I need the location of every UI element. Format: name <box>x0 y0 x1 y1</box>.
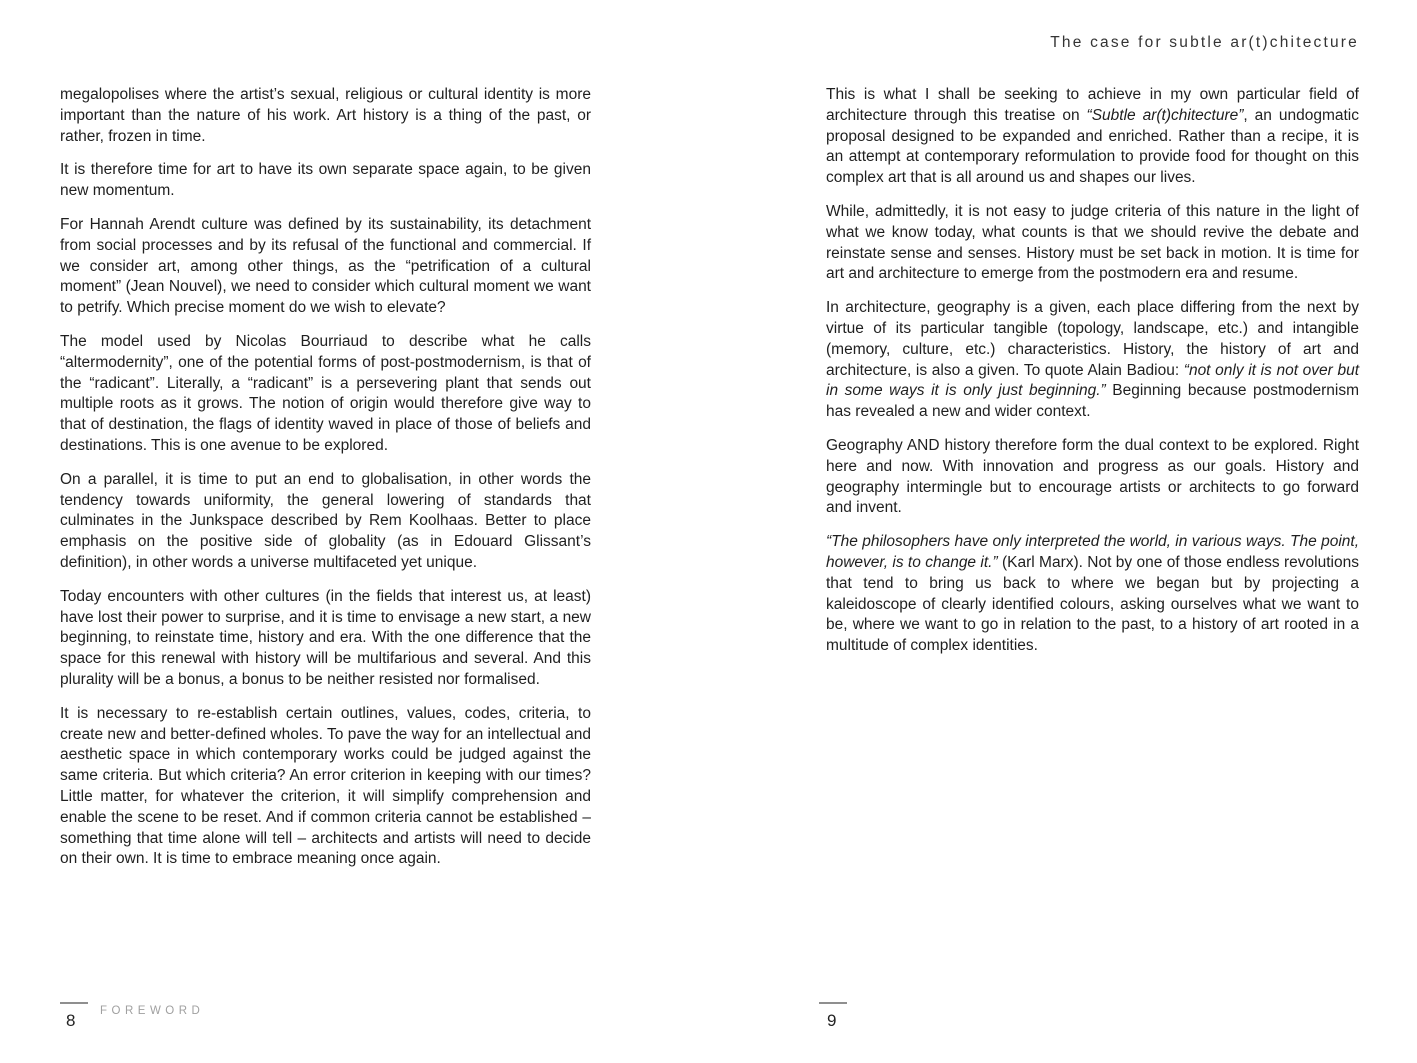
book-paragraph: Geography AND history therefore form the dual context to be explored. Right here and now. With innovation and progress as our goals. History and geography intermingle but to encourage artists or architects to go forward and invent. <box>826 436 1359 517</box>
left-page-text-column <box>60 85 591 883</box>
book-paragraph: It is necessary to re-establish certain outlines, values, codes, criteria, to create new and better-defined wholes. To pave the way for an intellectual and aesthetic space in which contemporary works could be judged against the same criteria. But which criteria? An error criterion in keeping with our times? Little matter, for whatever the criterion, it will simplify comprehension and enable the scene to be reset. And if common criteria cannot be established – something that time alone will tell – architects and artists will need to decide on their own. It is time to embrace meaning once again. <box>60 704 591 868</box>
right-page-number: 9 <box>827 1011 837 1030</box>
book-paragraph: “The philosophers have only interpreted the world, in various ways. The point, however, is to change it.” (Karl Marx). Not by one of those endless revolutions that tend to bring us back to where we began but by projecting a kaleidoscope of clearly identified colours, asking ourselves what we want to be, where we want to go in relation to the past, to a history of art rooted in a multitude of complex identities. <box>826 533 1359 655</box>
running-head-title: The case for subtle ar(t)chitecture <box>1050 34 1359 51</box>
book-paragraph: It is therefore time for art to have its own separate space again, to be given new momentum. <box>60 161 591 200</box>
book-paragraph: In architecture, geography is a given, each place differing from the next by virtue of its particular tangible (topology, landscape, etc.) and intangible (memory, culture, etc.) characteristics. History, the history of art and architecture, is also a given. To quote Alain Badiou: “not only it is not over but in some ways it is only just beginning.” Beginning because postmodernism has revealed a new and wider context. <box>826 299 1359 421</box>
book-paragraph: For Hannah Arendt culture was defined by its sustainability, its detachment from social processes and by its refusal of the functional and commercial. If we consider art, among other things, as the “petrification of a cultural moment” (Jean Nouvel), we need to consider which cultural moment we want to petrify. Which precise moment do we wish to elevate? <box>60 215 591 317</box>
section-label-foreword: FOREWORD <box>100 1005 205 1017</box>
left-page-number: 8 <box>66 1011 76 1030</box>
book-paragraph: This is what I shall be seeking to achieve in my own particular field of architecture through this treatise on “Subtle ar(t)chitecture”, an undogmatic proposal designed to be expanded and enriched. Rather than a recipe, it is an attempt at contemporary reformulation to provide food for thought on this complex art that is all around us and shapes our lives. <box>826 86 1359 187</box>
right-footer-rule <box>819 1002 847 1004</box>
left-footer-rule <box>60 1002 88 1004</box>
book-paragraph: While, admittedly, it is not easy to judge criteria of this nature in the light of what we know today, what counts is that we should revive the debate and reinstate sense and senses. History must be set back in motion. It is time for art and architecture to emerge from the postmodern era and resume. <box>826 202 1359 283</box>
right-page-text-column <box>826 85 1359 670</box>
book-paragraph: Today encounters with other cultures (in the fields that interest us, at least) have lost their power to surprise, and it is time to envisage a new start, a new beginning, to reinstate time, history and era. With the one difference that the space for this renewal with history will be multifarious and several. And this plurality will be a bonus, a bonus to be neither resisted nor formalised. <box>60 587 591 688</box>
book-paragraph: On a parallel, it is time to put an end to globalisation, in other words the tendency towards uniformity, the general lowering of standards that culminates in the Junkspace described by Rem Koolhaas. Better to place emphasis on the positive side of globality (as in Edouard Glissant’s definition), in other words a universe multifaceted yet unique. <box>60 470 591 571</box>
book-paragraph: The model used by Nicolas Bourriaud to describe what he calls “altermodernity”, one of the potential forms of post-postmodernism, is that of the “radicant”. Literally, a “radicant” is a persevering plant that sends out multiple roots as it grows. The notion of origin would therefore give way to that of destination, the flags of identity waved in place of those of beliefs and destinations. This is one avenue to be explored. <box>60 332 591 454</box>
book-paragraph: megalopolises where the artist’s sexual, religious or cultural identity is more important than the nature of his work. Art history is a thing of the past, or rather, frozen in time. <box>60 86 591 145</box>
